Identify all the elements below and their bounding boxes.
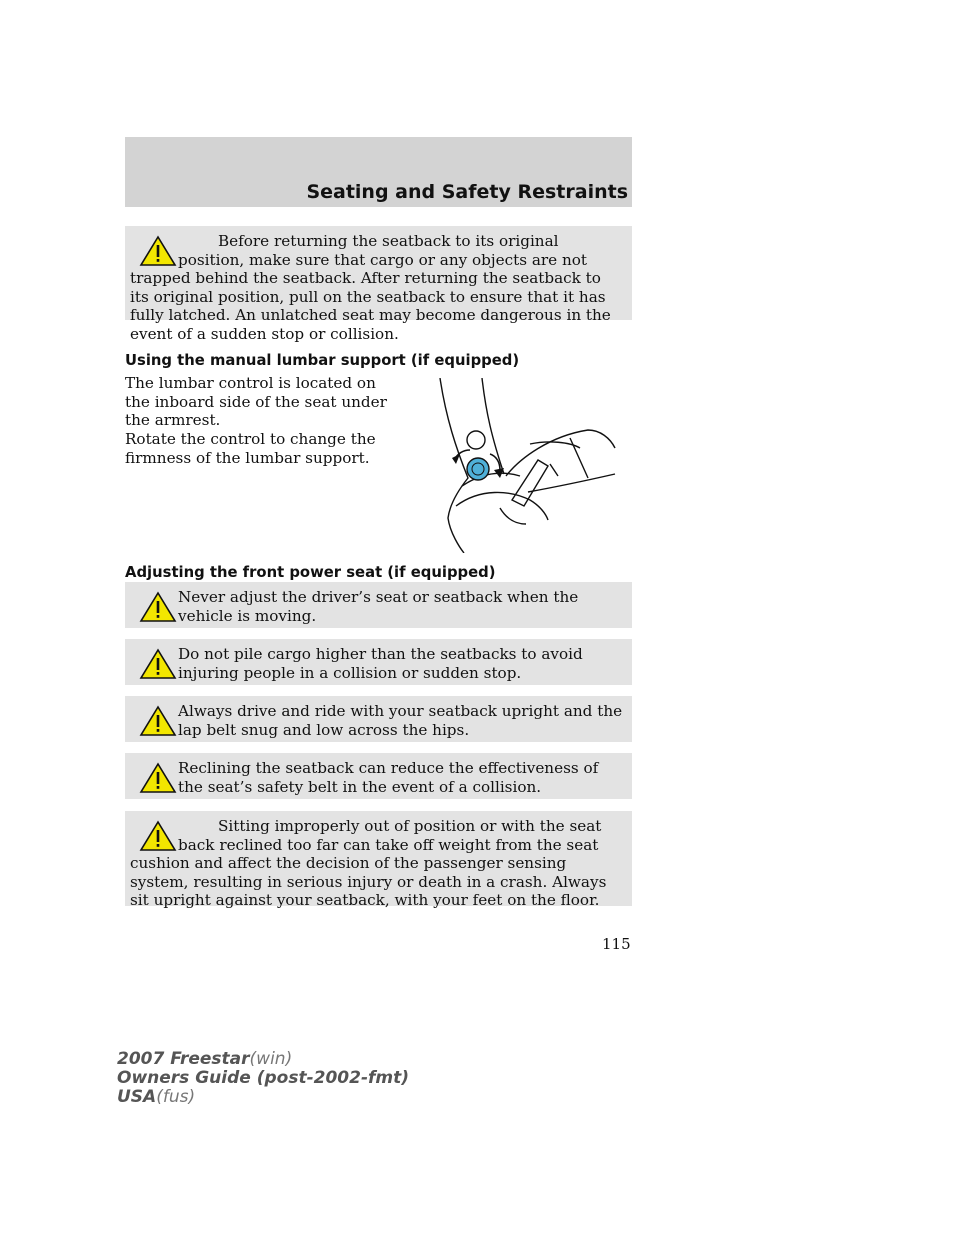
section-header-band	[125, 137, 632, 207]
lumbar-paragraph-1: The lumbar control is located on the inboard side of the seat under the armrest.	[125, 374, 387, 430]
footer-model: 2007 Freestar	[117, 1049, 250, 1069]
warning-text: Sitting improperly out of position or with the seat back reclined too far can take off weight from the seat cushion and affect the decision of the passenger sensing system, resulting in serious injury or death in a crash. Always sit upright against your seatback, with your feet on the floor.	[130, 817, 607, 910]
lumbar-control-illustration	[420, 378, 620, 553]
warning-triangle-icon	[138, 819, 178, 853]
warning-triangle-icon	[138, 761, 178, 795]
footer-model-code: (win)	[249, 1049, 293, 1069]
warning-box	[125, 582, 632, 628]
power-seat-heading: Adjusting the front power seat (if equipped)	[125, 564, 496, 581]
warning-triangle-icon	[138, 234, 178, 268]
page-number: 115	[602, 935, 631, 953]
lumbar-heading: Using the manual lumbar support (if equipped)	[125, 352, 520, 369]
warning-text: Reclining the seatback can reduce the effectiveness of the seat’s safety belt in the event of a collision.	[178, 759, 599, 796]
section-title: Seating and Safety Restraints	[306, 181, 628, 203]
footer-market: USA	[117, 1087, 157, 1107]
document-footer	[117, 1050, 409, 1107]
warning-triangle-icon	[138, 590, 178, 624]
warning-triangle-icon	[138, 647, 178, 681]
warning-text: Never adjust the driver’s seat or seatback when the vehicle is moving.	[178, 588, 579, 625]
footer-guide: Owners Guide (post-2002-fmt)	[117, 1068, 410, 1088]
warning-text: Always drive and ride with your seatback upright and the lap belt snug and low across the hips.	[178, 702, 623, 739]
warning-text: Do not pile cargo higher than the seatbacks to avoid injuring people in a collision or sudden stop.	[178, 645, 583, 682]
warning-text: Before returning the seatback to its original position, make sure that cargo or any objects are not trapped behind the seatback. After returning the seatback to its original position, pull on the seatback to ensure that it has fully latched. An unlatched seat may become dangerous in the event of a sudden stop or collision.	[130, 232, 611, 343]
footer-market-code: (fus)	[156, 1087, 196, 1107]
warning-box	[125, 696, 632, 742]
warning-box	[125, 753, 632, 799]
warning-box	[125, 226, 632, 343]
warning-box	[125, 639, 632, 685]
warning-triangle-icon	[138, 704, 178, 738]
warning-box	[125, 811, 632, 910]
lumbar-paragraph-2: Rotate the control to change the firmness of the lumbar support.	[125, 430, 376, 467]
